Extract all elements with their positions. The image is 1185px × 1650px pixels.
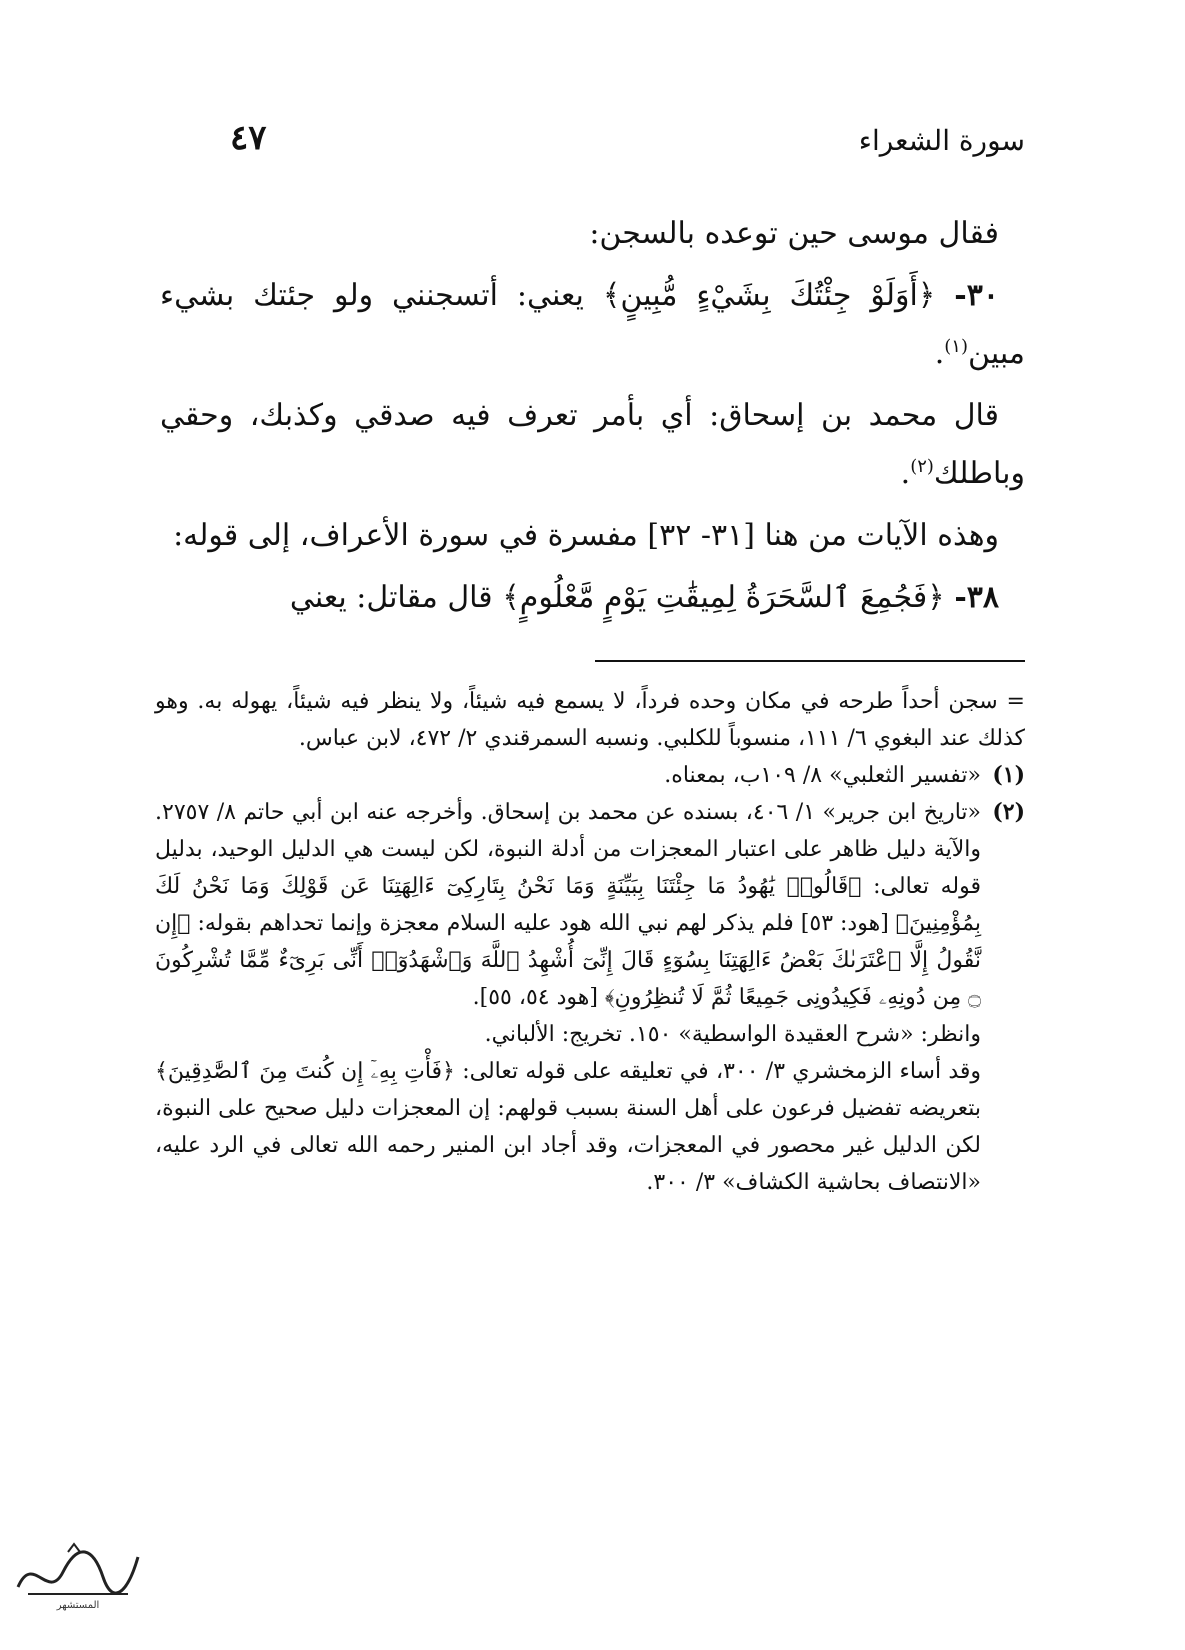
footnotes <box>155 683 1025 1201</box>
footnote-separator <box>595 660 1025 662</box>
paragraph-verse-30: ٣٠- ﴿أَوَلَوْ جِئْتُكَ بِشَيْءٍ مُّبِينٍ﴾ يعني: أتسجنني ولو جئتك بشيء مبين$^{(١)}$. <box>160 278 1025 371</box>
footnote-2-continued: وقد أساء الزمخشري ٣/ ٣٠٠، في تعليقه على قوله تعالى: ﴿فَأْتِ بِهِۦٓ إِن كُنتَ مِنَ ٱلصَّٰدِقِينَ﴾ بتعريضه تفضيل فرعون على أهل السنة بسبب قولهم: إن المعجزات دليل صحيح على النبوة، لكن الدليل غير محصور في المعجزات، وقد أجاد ابن المنير رحمه الله تعالى في الرد عليه، «الانتصاف بحاشية الكشاف» ٣/ ٣٠٠. <box>155 1059 982 1195</box>
verse-number: ٣٠- <box>954 278 999 313</box>
main-text <box>160 205 1025 631</box>
footnote-label: (١) <box>992 762 1025 788</box>
calligraphy-logo-icon <box>8 1532 148 1612</box>
footnote-2: (٢)«تاريخ ابن جرير» ١/ ٤٠٦، بسنده عن محمد بن إسحاق. وأخرجه عنه ابن أبي حاتم ٨/ ٢٧٥٧. والآية دليل ظاهر على اعتبار المعجزات من أدلة النبوة، لكن ليست هي الدليل الوحيد، بدليل قوله تعالى: ﴿قَالُوا۟ يَٰهُودُ مَا جِئْتَنَا بِبَيِّنَةٍ وَمَا نَحْنُ بِتَارِكِىٓ ءَالِهَتِنَا عَن قَوْلِكَ وَمَا نَحْنُ لَكَ بِمُؤْمِنِينَ﴾ [هود: ٥٣] فلم يذكر لهم نبي الله هود عليه السلام معجزة وإنما تحداهم بقوله: ﴿إِن نَّقُولُ إِلَّا ٱعْتَرَىٰكَ بَعْضُ ءَالِهَتِنَا بِسُوٓءٍ قَالَ إِنِّىٓ أُشْهِدُ ٱللَّهَ وَٱشْهَدُوٓا۟ أَنِّى بَرِىٓءٌ مِّمَّا تُشْرِكُونَ ۝ مِن دُونِهِۦ فَكِيدُونِى جَمِيعًا ثُمَّ لَا تُنظِرُونِ﴾ [هود ٥٤، ٥٥]. <box>155 794 1025 1016</box>
footnote-2-continued: وانظر: «شرح العقيدة الواسطية» ١٥٠. تخريج: الألباني. <box>484 1022 981 1047</box>
running-title: سورة الشعراء <box>858 124 1025 157</box>
footnote-label: (٢) <box>992 799 1026 825</box>
footnote-continuation: = سجن أحداً طرحه في مكان وحده فرداً، لا يسمع فيه شيئاً، ولا ينظر فيه شيئاً، يهوله به. وهو كذلك عند البغوي ٦/ ١١١، منسوباً للكلبي. ونسبه السمرقندي ٢/ ٤٧٢، لابن عباس. <box>155 689 1025 751</box>
paragraph-1: فقال موسى حين توعده بالسجن: <box>589 216 999 251</box>
footnote-1: (١)«تفسير الثعلبي» ٨/ ١٠٩ب، بمعناه. <box>155 757 1025 794</box>
quran-quote: ﴿أَوَلَوْ جِئْتُكَ بِشَيْءٍ مُّبِينٍ﴾ <box>602 278 936 313</box>
quran-quote: ﴿فَجُمِعَ ٱلسَّحَرَةُ لِمِيقَٰتِ يَوْمٍ مَّعْلُومٍ﴾ <box>502 580 945 615</box>
paragraph-ibn-ishaq: قال محمد بن إسحاق: أي بأمر تعرف فيه صدقي وكذبك، وحقي وباطلك$^{(٢)}$. <box>160 398 1025 491</box>
paragraph-verse-38: ٣٨- ﴿فَجُمِعَ ٱلسَّحَرَةُ لِمِيقَٰتِ يَوْمٍ مَّعْلُومٍ﴾ قال مقاتل: يعني <box>289 580 999 615</box>
page-header <box>230 118 1025 168</box>
watermark-text: المستشهر <box>56 1600 100 1611</box>
watermark-graphic <box>8 1532 148 1612</box>
footnote-ref-2[interactable]: (٢) <box>910 456 934 477</box>
footnote-ref-1[interactable]: (١) <box>944 336 968 357</box>
verse-number: ٣٨- <box>954 580 999 615</box>
paragraph-4: وهذه الآيات من هنا [٣١- ٣٢] مفسرة في سورة الأعراف، إلى قوله: <box>173 518 999 553</box>
page-number: ٤٧ <box>230 118 267 158</box>
